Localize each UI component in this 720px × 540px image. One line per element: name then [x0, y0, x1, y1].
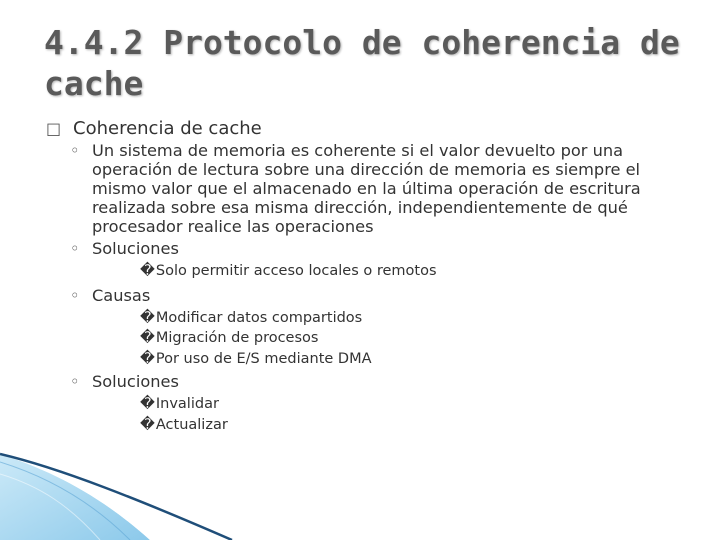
square-bullet-icon: □: [46, 119, 62, 138]
circle-bullet-icon: ◦: [70, 285, 80, 305]
sub-item-solo-permitir: [46, 261, 686, 282]
definition-text: Un sistema de memoria es coherente si el valor devuelto por una operación de lectura sobre una dirección de memoria es siempre el mismo valor que el almacenado en la última operación de escritura realizada sobre esa misma dirección, independientemente de qué procesador realice las operaciones: [92, 141, 641, 236]
missing-glyph-icon: �: [140, 263, 155, 279]
bullet-definition: [46, 141, 686, 236]
slide-body: [46, 117, 686, 435]
bullet-soluciones-2: [46, 372, 686, 391]
sub-item-text: Solo permitir acceso locales o remotos: [155, 263, 437, 279]
bullet-causas: [46, 286, 686, 305]
causas-text: Causas: [92, 285, 151, 305]
slide-title: 4.4.2 Protocolo de coherencia de cache: [44, 23, 680, 103]
soluciones-2-text: Soluciones: [92, 372, 179, 391]
bullet-soluciones-1: [46, 239, 686, 258]
circle-bullet-icon: ◦: [70, 239, 80, 258]
soluciones-1-text: Soluciones: [92, 239, 179, 258]
corner-wave-decoration: [0, 440, 260, 540]
missing-glyph-icon: �: [140, 350, 155, 367]
sub-item-dma: [46, 349, 686, 370]
missing-glyph-icon: �: [140, 416, 155, 433]
sub-item-modificar: [46, 308, 686, 329]
circle-bullet-icon: ◦: [70, 141, 80, 160]
sub-item-actualizar: [46, 415, 686, 436]
sub-item-text: Por uso de E/S mediante DMA: [155, 350, 372, 367]
circle-bullet-icon: ◦: [70, 372, 80, 391]
missing-glyph-icon: �: [140, 396, 155, 412]
sub-item-text: Modificar datos compartidos: [155, 309, 363, 326]
heading-text: Coherencia de cache: [73, 118, 262, 139]
missing-glyph-icon: �: [140, 330, 155, 346]
missing-glyph-icon: �: [140, 309, 155, 326]
bullet-heading: [46, 117, 686, 141]
sub-item-invalidar: [46, 394, 686, 415]
sub-item-text: Invalidar: [155, 396, 219, 412]
sub-item-text: Actualizar: [155, 416, 228, 433]
sub-item-text: Migración de procesos: [155, 330, 319, 346]
sub-item-migracion: [46, 328, 686, 349]
